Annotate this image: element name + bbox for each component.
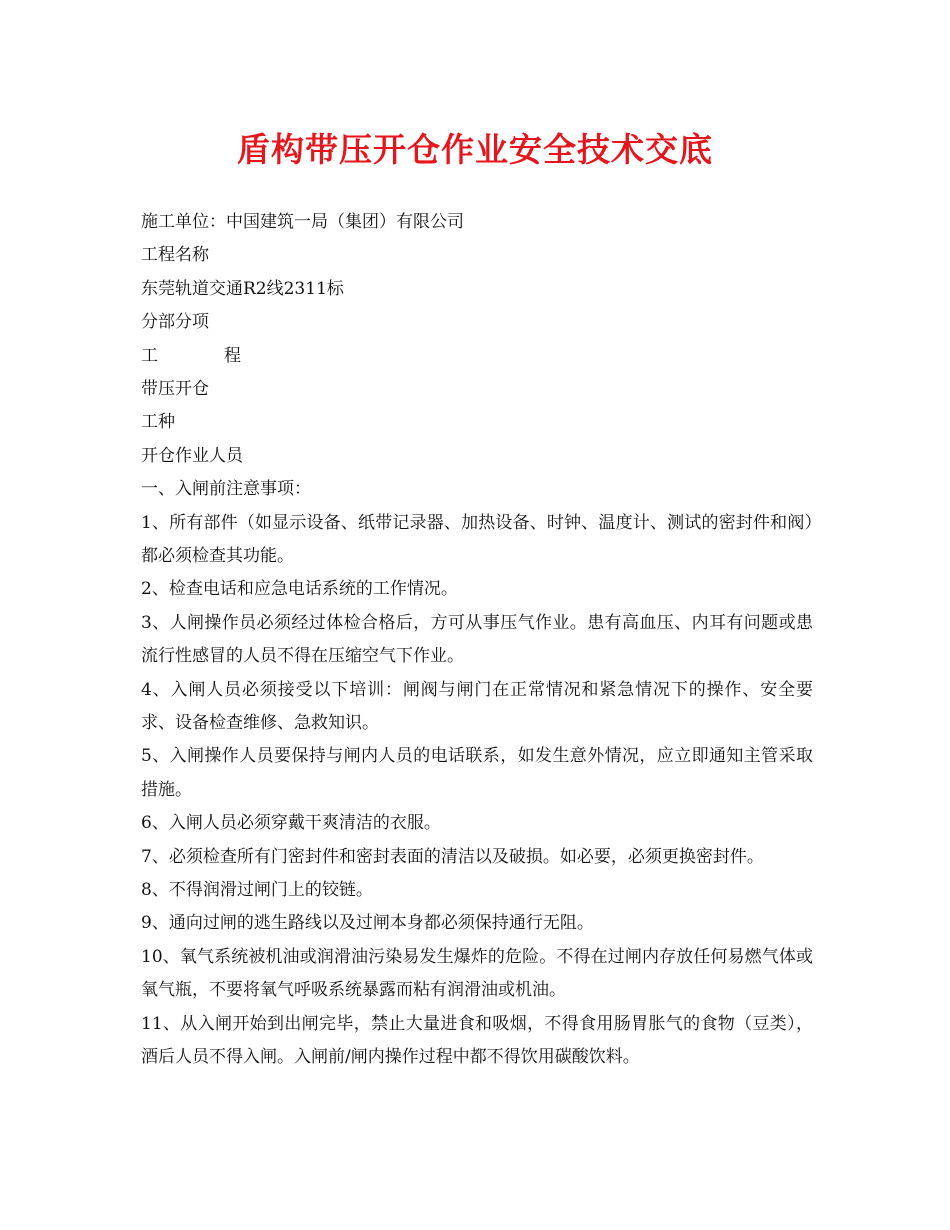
list-item: 10、氧气系统被机油或润滑油污染易发生爆炸的危险。不得在过闸内存放任何易燃气体或氧气瓶，不要将氧气呼吸系统暴露而粘有润滑油或机油。 bbox=[141, 946, 813, 1001]
engineering-char-1: 工 bbox=[141, 345, 158, 366]
list-item: 7、必须检查所有门密封件和密封表面的清洁以及破损。如必要，必须更换密封件。 bbox=[141, 846, 764, 867]
construction-unit: 施工单位：中国建筑一局（集团）有限公司 bbox=[141, 212, 464, 232]
list-item: 6、入闸人员必须穿戴干爽清洁的衣服。 bbox=[141, 813, 441, 834]
engineering-label bbox=[141, 340, 241, 373]
list-item: 3、人闸操作员必须经过体检合格后，方可从事压气作业。患有高血压、内耳有问题或患流行性感冒的人员不得在压缩空气下作业。 bbox=[141, 612, 813, 667]
sub-project-label: 分部分项 bbox=[141, 312, 209, 333]
list-item: 8、不得润滑过闸门上的铰链。 bbox=[141, 879, 373, 900]
project-name-label: 工程名称 bbox=[141, 245, 209, 266]
work-type-label: 工种 bbox=[141, 412, 175, 433]
list-item: 4、入闸人员必须接受以下培训：闸阀与闸门在正常情况和紧急情况下的操作、安全要求、设备检查维修、急救知识。 bbox=[141, 679, 813, 733]
list-item: 9、通向过闸的逃生路线以及过闸本身都必须保持通行无阻。 bbox=[141, 913, 594, 934]
list-item: 11、从入闸开始到出闸完毕，禁止大量进食和吸烟，不得食用肠胃胀气的食物（豆类），酒后人员不得入闸。入闸前/闸内操作过程中都不得饮用碳酸饮料。 bbox=[141, 1013, 813, 1068]
list-item: 1、所有部件（如显示设备、纸带记录器、加热设备、时钟、温度计、测试的密封件和阀）都必须检查其功能。 bbox=[141, 512, 813, 566]
page-title: 盾构带压开仓作业安全技术交底 bbox=[237, 130, 713, 169]
list-item: 2、检查电话和应急电话系统的工作情况。 bbox=[141, 579, 458, 600]
work-type-value: 开仓作业人员 bbox=[141, 445, 243, 466]
project-name-value: 东莞轨道交通R2线2311标 bbox=[141, 278, 344, 299]
document-body bbox=[141, 206, 813, 1074]
sub-project-value: 带压开仓 bbox=[141, 378, 209, 399]
section-heading: 一、入闸前注意事项： bbox=[141, 479, 311, 500]
engineering-char-2: 程 bbox=[224, 345, 241, 366]
list-item: 5、入闸操作人员要保持与闸内人员的电话联系，如发生意外情况，应立即通知主管采取措施。 bbox=[141, 746, 813, 800]
